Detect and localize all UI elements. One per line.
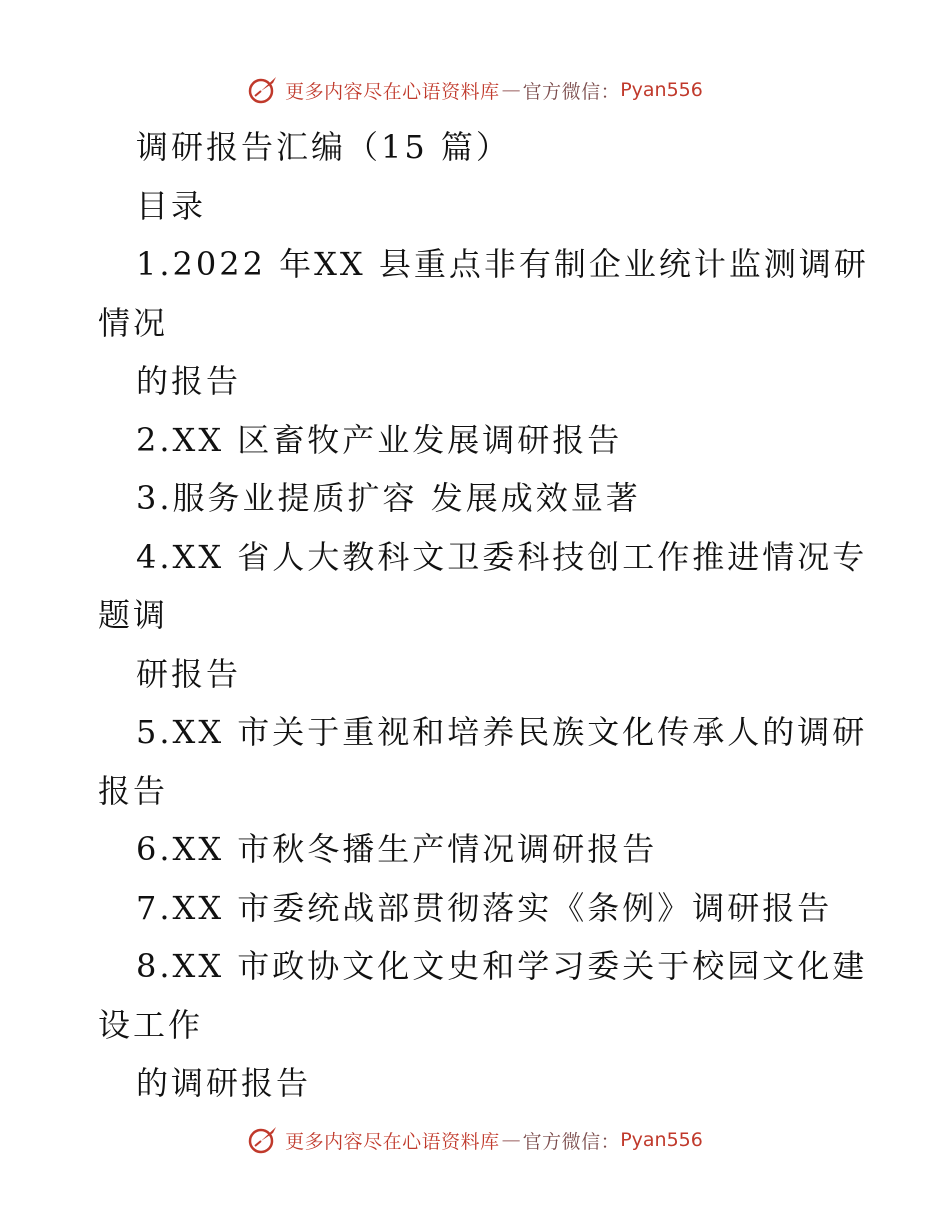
- banner-dash: —: [501, 79, 521, 101]
- toc-line: 7.XX 市委统战部贯彻落实《条例》调研报告: [136, 888, 833, 927]
- banner-dash: —: [501, 1129, 521, 1151]
- toc-line: 5.XX 市关于重视和培养民族文化传承人的调研: [136, 713, 868, 751]
- toc-line: 研报告: [136, 654, 242, 693]
- banner-official-label: 官方微信：: [522, 80, 621, 103]
- banner-text: 更多内容尽在心语资料库: [285, 80, 500, 103]
- toc-line: 2.XX 区畜牧产业发展调研报告: [136, 420, 623, 459]
- toc-line: 报告: [98, 771, 169, 810]
- banner-official-label: 官方微信：: [522, 1130, 621, 1153]
- quill-pen-circle-icon: [247, 1124, 279, 1156]
- toc-list: [98, 235, 869, 1113]
- toc-line: 6.XX 市秋冬播生产情况调研报告: [136, 830, 658, 868]
- banner-wechat-id: Pyan556: [620, 1129, 703, 1151]
- banner-wechat-id: Pyan556: [620, 79, 703, 101]
- banner-text: 更多内容尽在心语资料库: [285, 1130, 500, 1153]
- toc-line: 8.XX 市政协文化文史和学习委关于校园文化建: [136, 947, 868, 985]
- quill-pen-circle-icon: [247, 74, 279, 106]
- toc-line: 题调: [98, 596, 169, 634]
- toc-line: 设工作: [98, 1005, 204, 1044]
- footer-banner: [0, 1120, 950, 1160]
- header-banner: [0, 70, 950, 110]
- toc-line: 1.2022 年XX 县重点非有制企业统计监测调研: [136, 245, 869, 283]
- document-title: 调研报告汇编（15 篇）: [136, 128, 511, 166]
- toc-line: 4.XX 省人大教科文卫委科技创工作推进情况专: [136, 537, 868, 576]
- toc-heading: 目录: [136, 186, 207, 225]
- document-body: [98, 118, 869, 1113]
- toc-line: 的报告: [136, 362, 242, 400]
- toc-line: 的调研报告: [136, 1064, 312, 1102]
- toc-line: 3.服务业提质扩容 发展成效显著: [136, 479, 641, 517]
- toc-line: 情况: [98, 303, 169, 342]
